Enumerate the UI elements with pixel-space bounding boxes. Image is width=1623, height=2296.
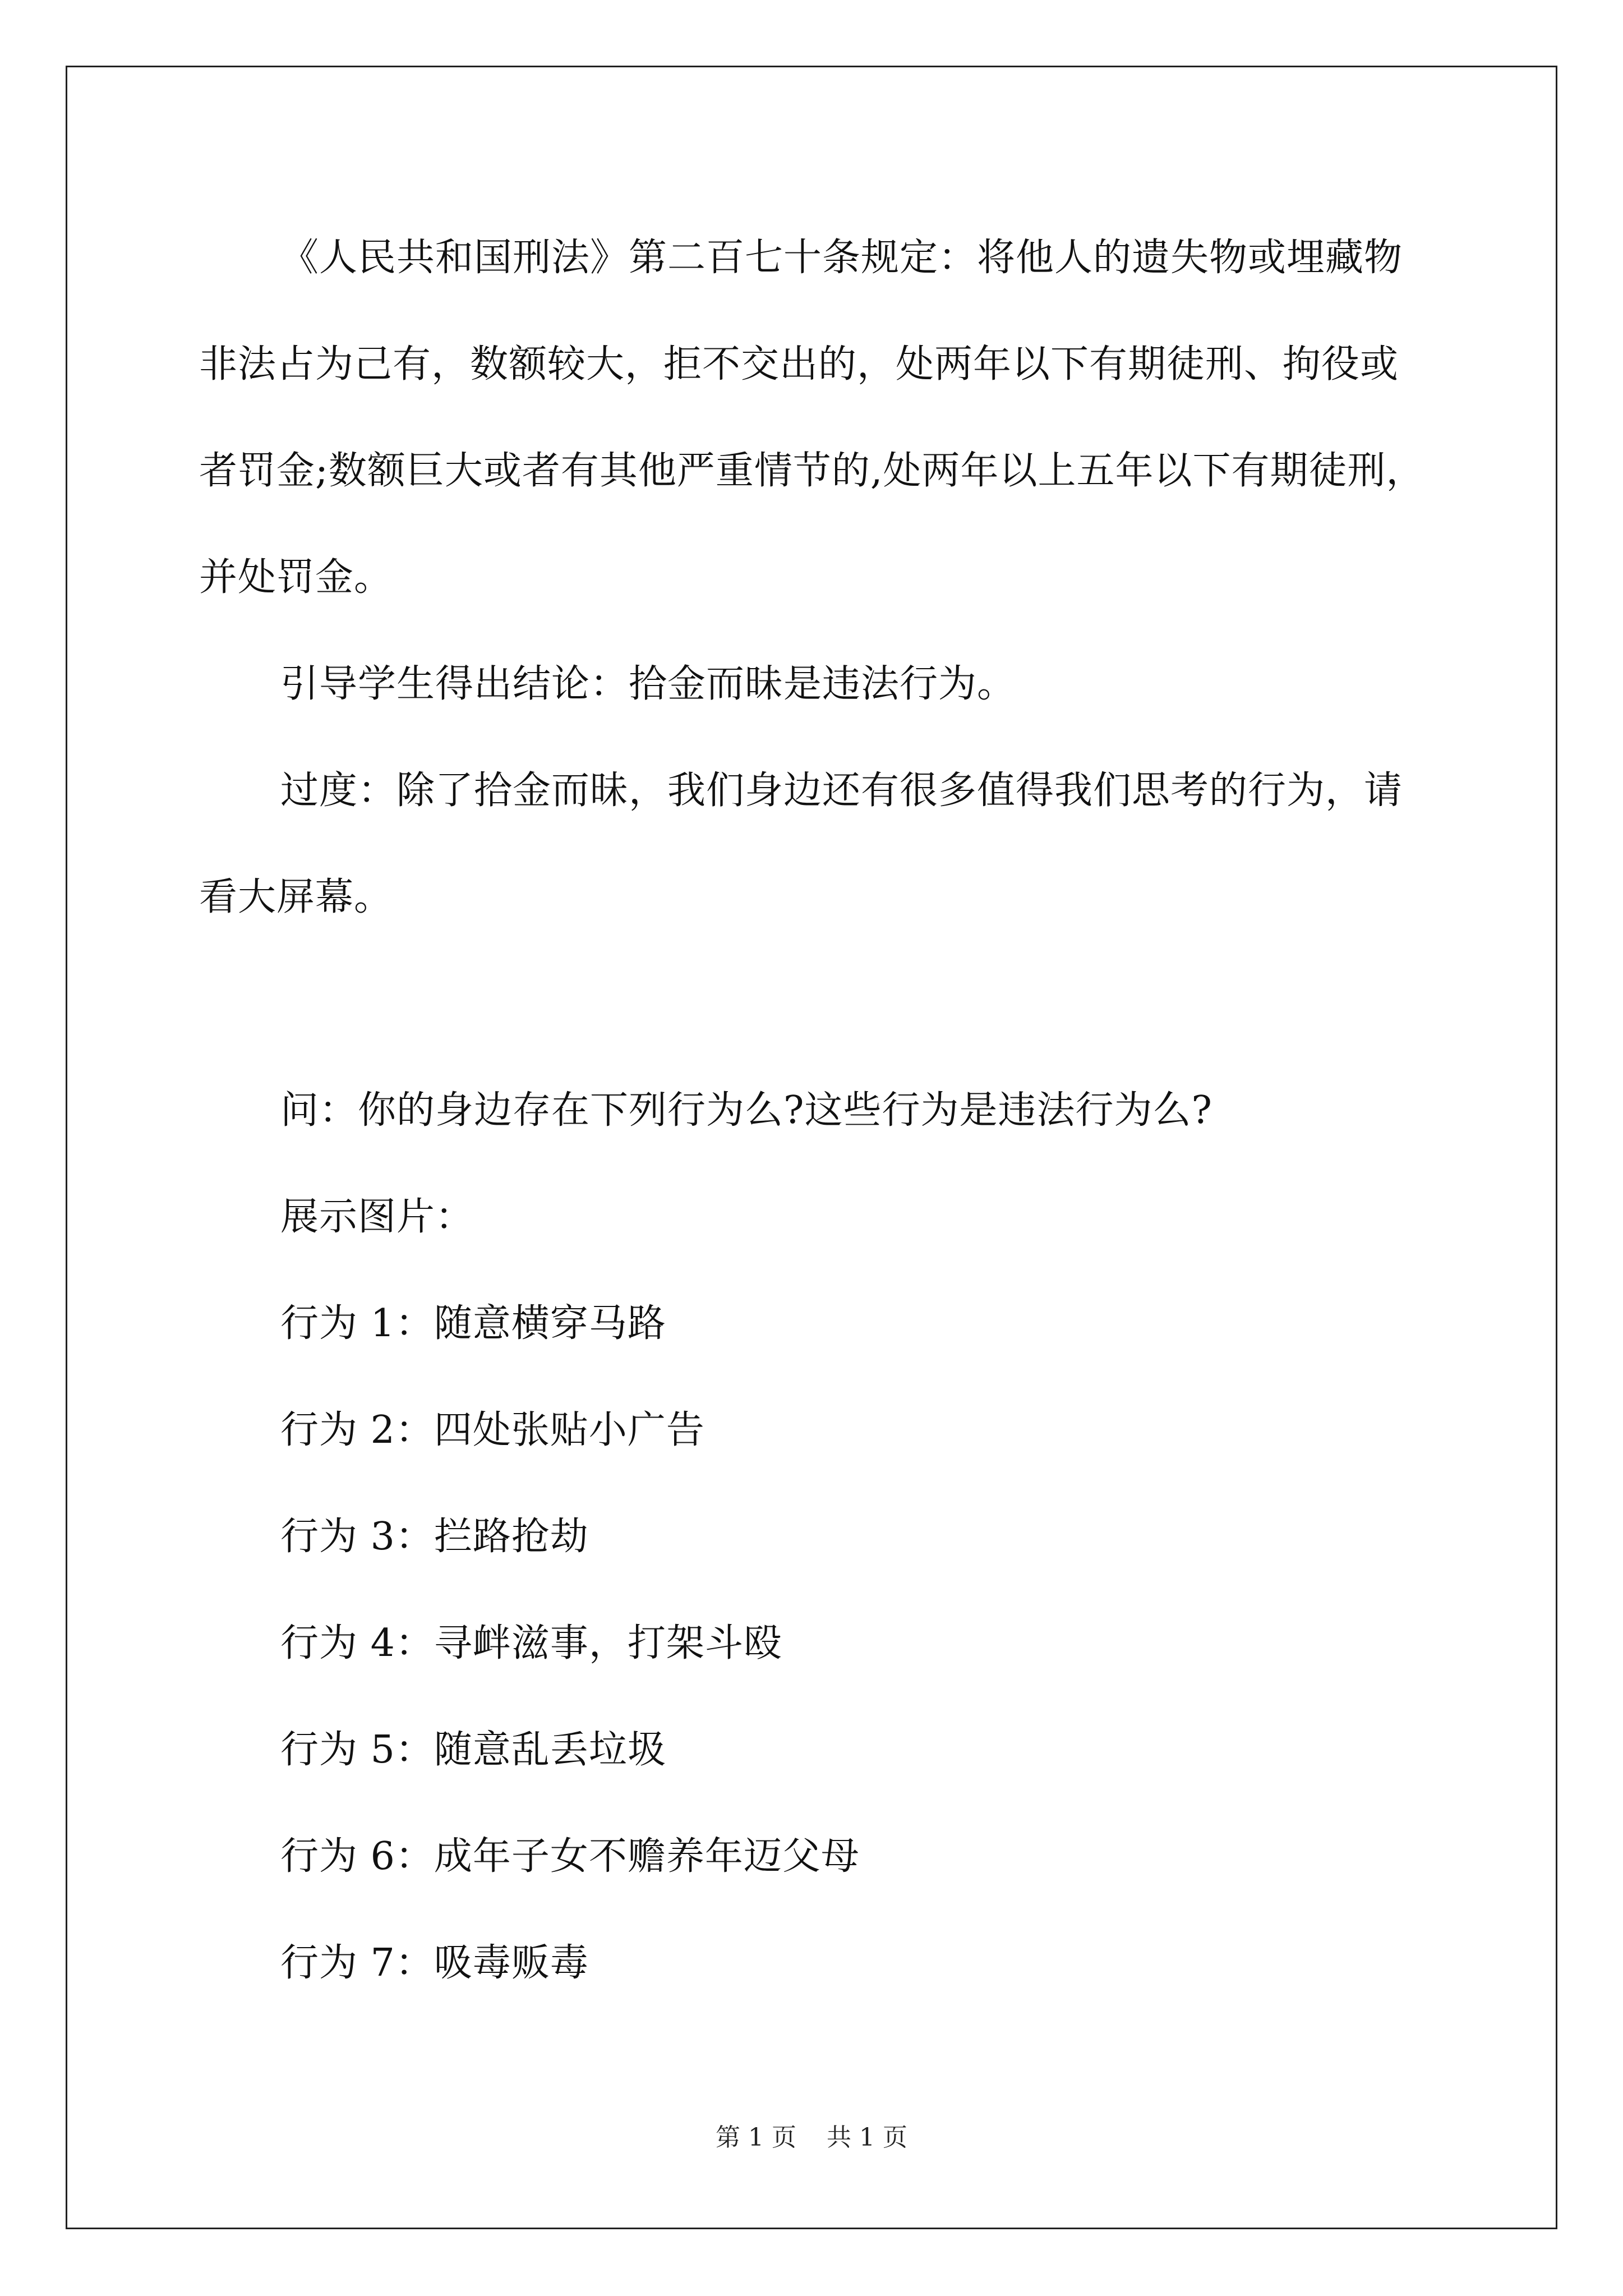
behavior-item: 行为 4：寻衅滋事，打架斗殴	[280, 1621, 782, 1665]
paragraph-criminal-law: 《人民共和国刑法》第二百七十条规定：将他人的遗失物或埋藏物非法占为己有，数额较大，拒不交出的，处两年以下有期徒刑、拘役或者罚金;数额巨大或者有其他严重情节的,处两年以上五年以下有期徒刑，并处罚金。	[199, 236, 1425, 600]
page-number-total: 共 1 页	[827, 2123, 907, 2152]
behavior-item: 行为 1：随意横穿马路	[280, 1301, 666, 1346]
paragraph-conclusion: 引导学生得出结论：拾金而昧是违法行为。	[280, 662, 1016, 706]
behavior-item: 行为 7：吸毒贩毒	[280, 1941, 589, 1985]
page-number-current: 第 1 页	[716, 2123, 796, 2152]
behavior-item: 行为 2：四处张贴小广告	[280, 1408, 705, 1452]
document-body	[199, 205, 1433, 2017]
behavior-item: 行为 6：成年子女不赡养年迈父母	[280, 1834, 860, 1879]
behavior-item: 行为 5：随意乱丢垃圾	[280, 1728, 666, 1772]
page-footer	[0, 2121, 1623, 2155]
blank-line	[199, 951, 1433, 1057]
behavior-item: 行为 3：拦路抢劫	[280, 1515, 589, 1559]
paragraph-transition: 过度：除了拾金而昧，我们身边还有很多值得我们思考的行为，请看大屏幕。	[199, 769, 1403, 919]
paragraph-show-images: 展示图片：	[280, 1195, 474, 1239]
paragraph-question: 问：你的身边存在下列行为么?这些行为是违法行为么?	[280, 1088, 1212, 1133]
